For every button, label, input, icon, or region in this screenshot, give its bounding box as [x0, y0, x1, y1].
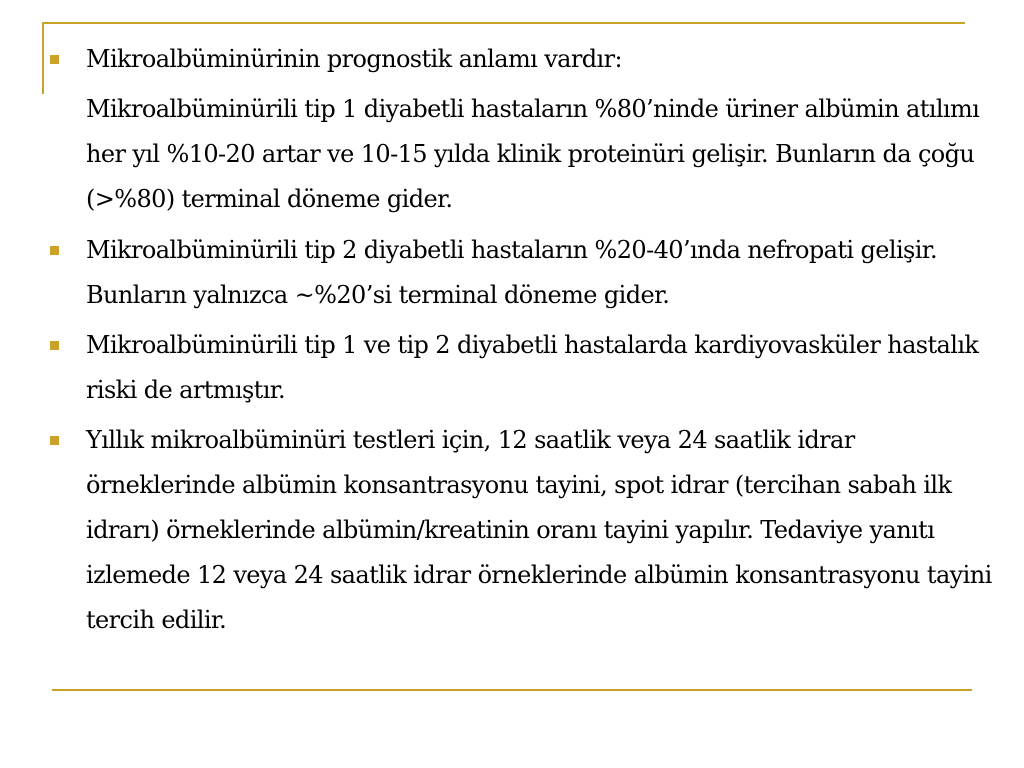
bullet-item: [0, 418, 1024, 643]
bullet-item: [0, 37, 1024, 82]
square-bullet-icon: [50, 55, 59, 64]
bullet-text: Mikroalbüminürili tip 2 diyabetli hastaların %20-40’ında nefropati gelişir. Bunların yalnızca ~%20’si terminal döneme gider.: [86, 236, 938, 309]
square-bullet-icon: [50, 436, 59, 445]
bottom-rule: [52, 689, 972, 691]
bullet-item: [0, 323, 1024, 413]
bullet-item: [0, 228, 1024, 318]
bullet-text: Mikroalbüminürili tip 1 ve tip 2 diyabetli hastalarda kardiyovasküler hastalık riski de artmıştır.: [86, 331, 979, 404]
bullet-text: Mikroalbüminürili tip 1 diyabetli hastaların %80’ninde üriner albümin atılımı her yıl %10-20 artar ve 10-15 yılda klinik proteinüri gelişir. Bunların da çoğu (>%80) terminal döneme gider.: [86, 95, 980, 213]
bullet-continuation: [0, 87, 1024, 222]
slide-content: [0, 37, 1024, 643]
square-bullet-icon: [50, 246, 59, 255]
bullet-text: Mikroalbüminürinin prognostik anlamı vardır:: [86, 45, 622, 73]
top-rule: [43, 22, 965, 24]
bullet-text: Yıllık mikroalbüminüri testleri için, 12 saatlik veya 24 saatlik idrar örneklerinde albümin konsantrasyonu tayini, spot idrar (tercihan sabah ilk idrarı) örneklerinde albümin/kreatinin oranı tayini yapılır. Tedaviye yanıtı izlemede 12 veya 24 saatlik idrar örneklerinde albümin konsantrasyonu tayini tercih edilir.: [86, 426, 992, 634]
square-bullet-icon: [50, 341, 59, 350]
